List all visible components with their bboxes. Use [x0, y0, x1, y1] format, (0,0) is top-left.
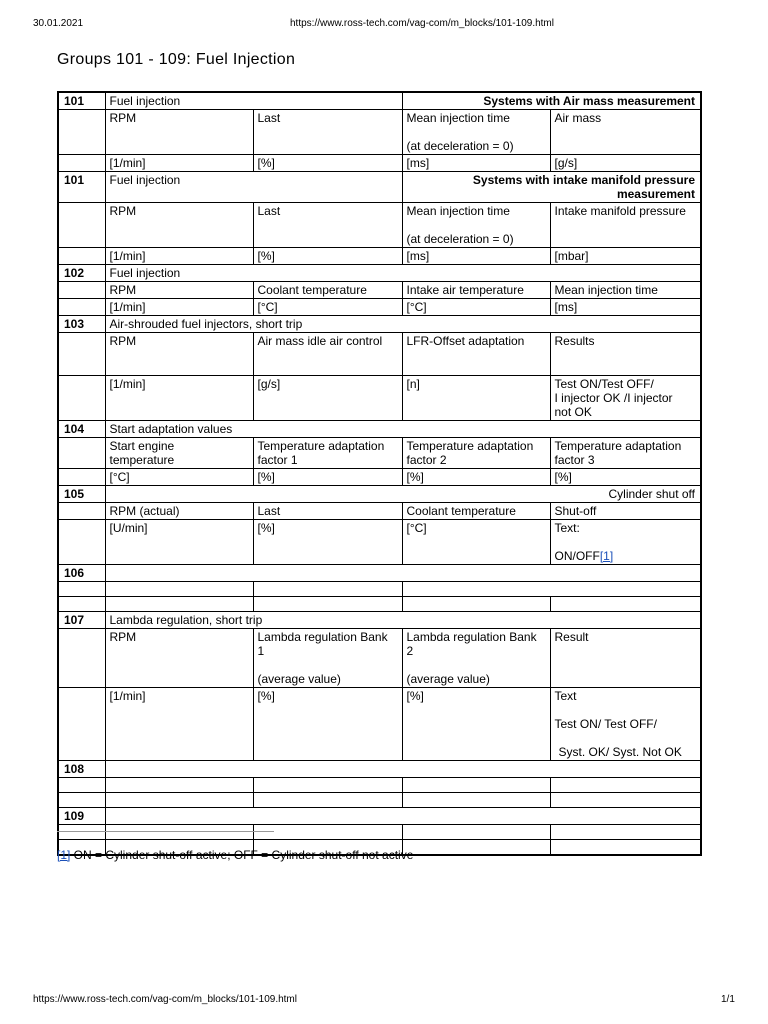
- field-label: RPM: [105, 282, 253, 299]
- group-name: Fuel injection: [105, 92, 402, 110]
- table-row: [58, 248, 701, 265]
- footnote-link[interactable]: [1]: [57, 848, 71, 862]
- field-label: Temperature adaptation factor 3: [550, 438, 701, 469]
- table-row: [58, 793, 701, 808]
- table-row: [58, 172, 701, 203]
- group-name: Cylinder shut off: [105, 486, 701, 503]
- table-row: [58, 265, 701, 282]
- footnote-text: ON = Cylinder shut-off active; OFF = Cylinder shut-off not active: [70, 848, 414, 862]
- field-unit: [1/min]: [105, 688, 253, 761]
- table-row: [58, 565, 701, 582]
- group-number: 101: [58, 92, 105, 110]
- field-label: Shut-off: [550, 503, 701, 520]
- table-row: [58, 520, 701, 565]
- table-row: [58, 92, 701, 110]
- group-name: Start adaptation values: [105, 421, 701, 438]
- footer-page-number: 1/1: [721, 994, 735, 1005]
- field-unit: [mbar]: [550, 248, 701, 265]
- field-label: Mean injection time (at deceleration = 0): [402, 203, 550, 248]
- field-unit: [%]: [253, 155, 402, 172]
- field-label: Temperature adaptation factor 2: [402, 438, 550, 469]
- field-unit: [%]: [402, 688, 550, 761]
- field-unit: Text: ON/OFF[1]: [550, 520, 701, 565]
- group-number: 101: [58, 172, 105, 203]
- field-unit: [n]: [402, 376, 550, 421]
- table-row: [58, 376, 701, 421]
- header-url: https://www.ross-tech.com/vag-com/m_blocks/101-109.html: [290, 18, 554, 29]
- table-row: [58, 503, 701, 520]
- field-label: RPM: [105, 110, 253, 155]
- footnote-divider: [57, 831, 274, 832]
- field-label: Coolant temperature: [253, 282, 402, 299]
- field-label: RPM: [105, 629, 253, 688]
- group-number: 106: [58, 565, 105, 582]
- table-row: [58, 110, 701, 155]
- table-row: [58, 282, 701, 299]
- field-unit: [°C]: [402, 520, 550, 565]
- field-label: Last: [253, 503, 402, 520]
- field-label: Air mass idle air control: [253, 333, 402, 376]
- field-label: Intake manifold pressure: [550, 203, 701, 248]
- group-number: 107: [58, 612, 105, 629]
- field-unit: [g/s]: [550, 155, 701, 172]
- table-row: [58, 203, 701, 248]
- field-label: RPM: [105, 203, 253, 248]
- field-label: Intake air temperature: [402, 282, 550, 299]
- field-label: Lambda regulation Bank 1 (average value): [253, 629, 402, 688]
- field-label: Mean injection time (at deceleration = 0): [402, 110, 550, 155]
- field-unit: [°C]: [105, 469, 253, 486]
- page-title: Groups 101 - 109: Fuel Injection: [57, 51, 296, 68]
- field-label: RPM (actual): [105, 503, 253, 520]
- field-label: LFR-Offset adaptation: [402, 333, 550, 376]
- field-unit: [%]: [550, 469, 701, 486]
- field-label: Last: [253, 110, 402, 155]
- table-row: [58, 155, 701, 172]
- field-unit: [ms]: [402, 248, 550, 265]
- table-row: [58, 469, 701, 486]
- field-unit: [1/min]: [105, 376, 253, 421]
- field-unit: [%]: [253, 520, 402, 565]
- group-name: Fuel injection: [105, 265, 701, 282]
- field-unit: [g/s]: [253, 376, 402, 421]
- table-row: [58, 582, 701, 597]
- field-unit: [%]: [253, 248, 402, 265]
- table-row: [58, 688, 701, 761]
- field-unit: Text Test ON/ Test OFF/ Syst. OK/ Syst. Not OK: [550, 688, 701, 761]
- table-row: [58, 808, 701, 825]
- field-unit: [1/min]: [105, 299, 253, 316]
- table-row: [58, 333, 701, 376]
- table-row: [58, 316, 701, 333]
- field-label: Coolant temperature: [402, 503, 550, 520]
- group-number: 108: [58, 761, 105, 778]
- group-number: 105: [58, 486, 105, 503]
- group-name: Fuel injection: [105, 172, 402, 203]
- measuring-blocks-table: [57, 91, 702, 856]
- field-unit: [%]: [253, 469, 402, 486]
- header-date: 30.01.2021: [33, 18, 84, 29]
- group-number: 109: [58, 808, 105, 825]
- field-label: Start engine temperature: [105, 438, 253, 469]
- group-name: Air-shrouded fuel injectors, short trip: [105, 316, 701, 333]
- field-unit: [°C]: [402, 299, 550, 316]
- table-row: [58, 421, 701, 438]
- footer-url: https://www.ross-tech.com/vag-com/m_blocks/101-109.html: [33, 994, 297, 1005]
- field-label: Temperature adaptation factor 1: [253, 438, 402, 469]
- field-unit: [°C]: [253, 299, 402, 316]
- group-system: Systems with Air mass measurement: [402, 92, 701, 110]
- field-label: Lambda regulation Bank 2 (average value): [402, 629, 550, 688]
- field-unit: [%]: [253, 688, 402, 761]
- field-unit: [ms]: [550, 299, 701, 316]
- field-unit: [%]: [402, 469, 550, 486]
- field-unit: [1/min]: [105, 248, 253, 265]
- field-label: Result: [550, 629, 701, 688]
- field-unit: [U/min]: [105, 520, 253, 565]
- footnote-link[interactable]: [1]: [599, 549, 614, 563]
- field-label: Last: [253, 203, 402, 248]
- table-row: [58, 778, 701, 793]
- table-row: [58, 486, 701, 503]
- field-unit: [1/min]: [105, 155, 253, 172]
- table-row: [58, 761, 701, 778]
- field-label: RPM: [105, 333, 253, 376]
- table-row: [58, 612, 701, 629]
- group-system: Systems with intake manifold pressure measurement: [402, 172, 701, 203]
- group-name: Lambda regulation, short trip: [105, 612, 701, 629]
- field-label: Mean injection time: [550, 282, 701, 299]
- table-row: [58, 629, 701, 688]
- group-number: 104: [58, 421, 105, 438]
- table-row: [58, 597, 701, 612]
- field-label: Air mass: [550, 110, 701, 155]
- table-row: [58, 438, 701, 469]
- footnote: [57, 848, 413, 862]
- field-unit: Test ON/Test OFF/ I injector OK /I injector not OK: [550, 376, 701, 421]
- field-unit: [ms]: [402, 155, 550, 172]
- group-number: 103: [58, 316, 105, 333]
- field-label: Results: [550, 333, 701, 376]
- table-row: [58, 825, 701, 840]
- group-number: 102: [58, 265, 105, 282]
- table-row: [58, 299, 701, 316]
